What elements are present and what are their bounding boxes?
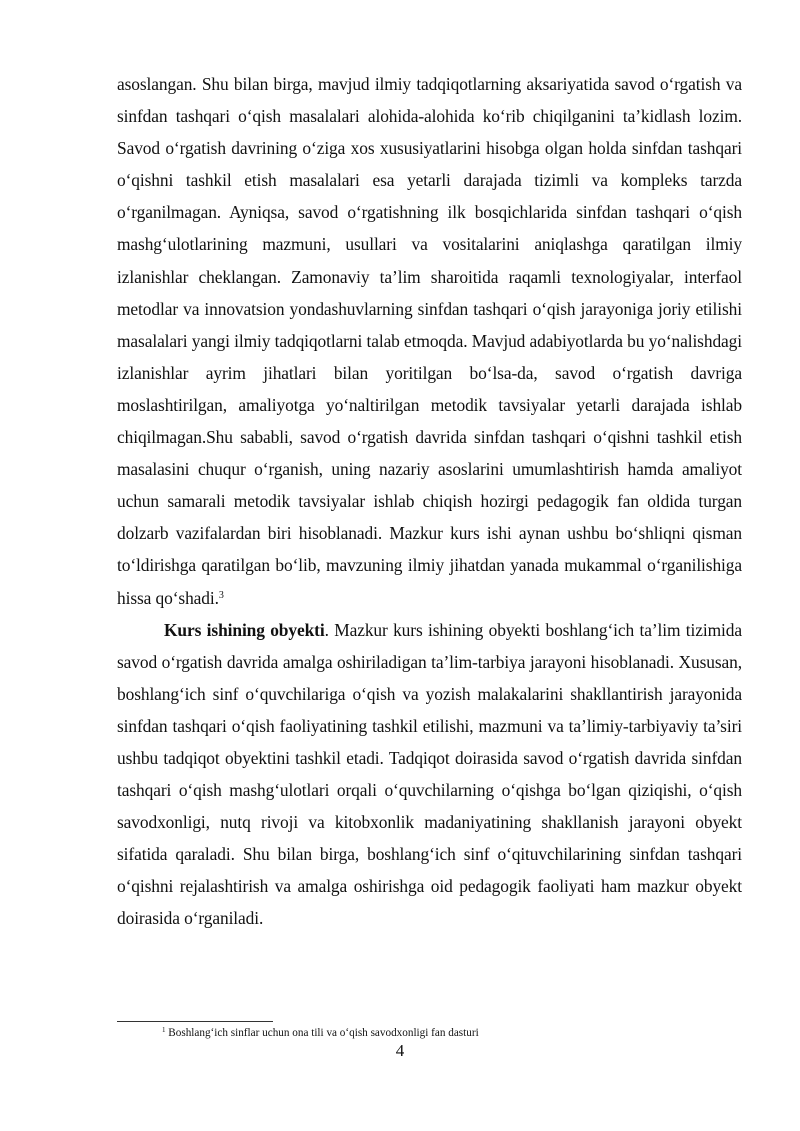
footnote-marker: 1 xyxy=(162,1026,166,1034)
footnote xyxy=(162,1026,479,1040)
paragraph-1-text: asoslangan. Shu bilan birga, mavjud ilmiy tadqiqotlarning aksariyatida savod oʻrgatish va sinfdan tashqari oʻqish masalalari alohida-alohida koʻrib chiqilganini ta’kidlash lozim. Savod oʻrgatish davrining oʻziga xos xususiyatlarini hisobga olgan holda sinfdan tashqari oʻqishni tashkil etish masalalari esa yetarli darajada tizimli va kompleks tarzda oʻrganilmagan. Ayniqsa, savod oʻrgatishning ilk bosqichlarida sinfdan tashqari oʻqish mashgʻulotlarining mazmuni, usullari va vositalarini aniqlashga qaratilgan ilmiy izlanishlar cheklangan. Zamonaviy ta’lim sharoitida raqamli texnologiyalar, interfaol metodlar va innovatsion yondashuvlarning sinfdan tashqari oʻqish jarayoniga joriy etilishi masalalari yangi ilmiy tadqiqotlarni talab etmoqda. Mavjud adabiyotlarda bu yoʻnalishdagi izlanishlar ayrim jihatlari bilan yoritilgan boʻlsa-da, savod oʻrgatish davriga moslashtirilgan, amaliyotga yoʻnaltirilgan metodik tavsiyalar yetarli darajada ishlab chiqilmagan.Shu sababli, savod oʻrgatish davrida sinfdan tashqari oʻqishni tashkil etish masalasini chuqur oʻrganish, uning nazariy asoslarini umumlashtirish hamda amaliyot uchun samarali metodik tavsiyalar ishlab chiqish hozirgi pedagogik fan oldida turgan dolzarb vazifalardan biri hisoblanadi. Mazkur kurs ishi aynan ushbu boʻshliqni qisman toʻldirishga qaratilgan boʻlib, mavzuning ilmiy jihatdan yanada mukammal oʻrganilishiga hissa qoʻshadi. xyxy=(117,74,742,608)
page-number: 4 xyxy=(395,1041,405,1060)
footnote-text: Boshlangʻich sinflar uchun ona tili va oʻqish savodxonligi fan dasturi xyxy=(165,1027,479,1039)
footnote-separator xyxy=(117,1021,273,1022)
section-heading-kurs-ishining-obyekti: Kurs ishining obyekti xyxy=(164,619,325,640)
body-paragraph-2 xyxy=(117,614,742,935)
footnote-reference: 3 xyxy=(218,589,224,601)
body-paragraph-1 xyxy=(117,68,742,614)
paragraph-2-text: . Mazkur kurs ishining obyekti boshlangʻich ta’lim tizimida savod oʻrgatish davrida amalga oshiriladigan ta’lim-tarbiya jarayoni hisoblanadi. Xususan, boshlangʻich sinf oʻquvchilariga oʻqish va yozish malakalarini shakllantirish jarayonida sinfdan tashqari oʻqish faoliyatining tashkil etilishi, mazmuni va ta’limiy-tarbiyaviy ta’siri ushbu tadqiqot obyektini tashkil etadi. Tadqiqot doirasida savod oʻrgatish davrida sinfdan tashqari oʻqish mashgʻulotlari orqali oʻquvchilarning oʻqishga boʻlgan qiziqishi, oʻqish savodxonligi, nutq rivoji va kitobxonlik madaniyatining shakllanish jarayoni obyekt sifatida qaraladi. Shu bilan birga, boshlangʻich sinf oʻqituvchilarining sinfdan tashqari oʻqishni rejalashtirish va amalga oshirishga oid pedagogik faoliyati ham mazkur obyekt doirasida oʻrganiladi. xyxy=(117,619,742,929)
document-body xyxy=(117,68,742,935)
